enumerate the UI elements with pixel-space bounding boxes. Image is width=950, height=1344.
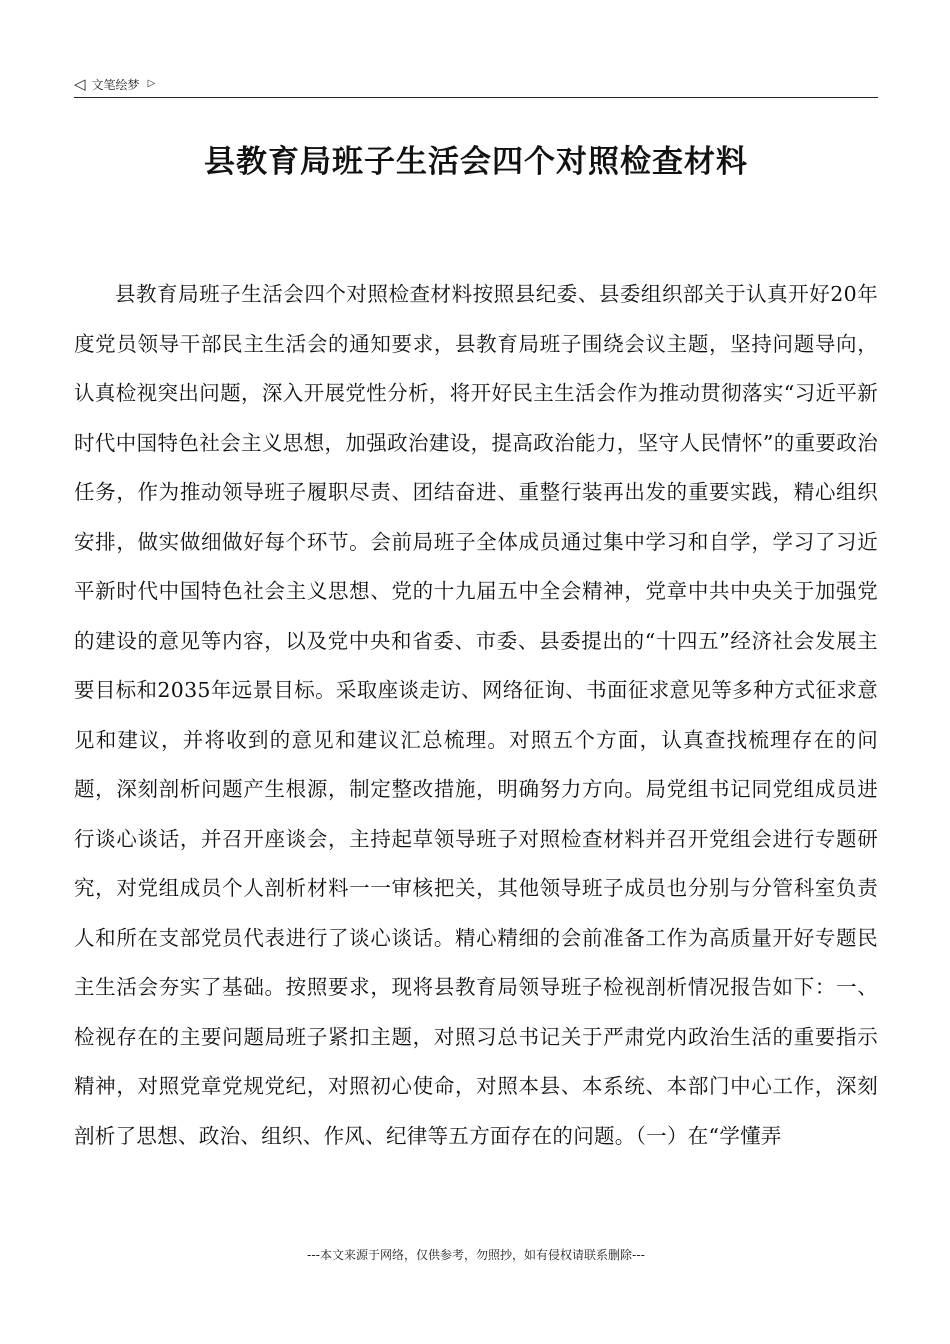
header-divider	[74, 97, 878, 98]
footer-disclaimer: ---本文来源于网络，仅供参考，勿照抄，如有侵权请联系删除---	[307, 1248, 645, 1262]
triangle-left-icon: ◁	[74, 74, 86, 93]
document-body: 县教育局班子生活会四个对照检查材料按照县纪委、县委组织部关于认真开好20年度党员领导干部民主生活会的通知要求，县教育局班子围绕会议主题，坚持问题导向，认真检视突出问题，深入开展党性分析，将开好民主生活会作为推动贯彻落实“习近平新时代中国特色社会主义思想，加强政治建设，提高政治能力，坚守人民情怀”的重要政治任务，作为推动领导班子履职尽责、团结奋进、重整行装再出发的重要实践，精心组织安排，做实做细做好每个环节。会前局班子全体成员通过集中学习和自学，学习了习近平新时代中国特色社会主义思想、党的十九届五中全会精神，党章中共中央关于加强党的建设的意见等内容，以及党中央和省委、市委、县委提出的“十四五”经济社会发展主要目标和2035年远景目标。采取座谈走访、网络征询、书面征求意见等多种方式征求意见和建议，并将收到的意见和建议汇总梳理。对照五个方面，认真查找梳理存在的问题，深刻剖析问题产生根源，制定整改措施，明确努力方向。局党组书记同党组成员进行谈心谈话，并召开座谈会，主持起草领导班子对照检查材料并召开党组会进行专题研究，对党组成员个人剖析材料一一审核把关，其他领导班子成员也分别与分管科室负责人和所在支部党员代表进行了谈心谈话。精心精细的会前准备工作为高质量开好专题民主生活会夯实了基础。按照要求，现将县教育局领导班子检视剖析情况报告如下：一、检视存在的主要问题局班子紧扣主题，对照习总书记关于严肃党内政治生活的重要指示精神，对照党章党规党纪，对照初心使命，对照本县、本系统、本部门中心工作，深刻剖析了思想、政治、组织、作风、纪律等五方面存在的问题。（一）在“学懂弄	[74, 282, 878, 1148]
triangle-right-icon: ▷	[147, 78, 156, 89]
page-header	[74, 72, 878, 96]
header-label: 文笔绘梦	[91, 77, 140, 92]
document-title: 县教育局班子生活会四个对照检查材料	[204, 144, 748, 180]
